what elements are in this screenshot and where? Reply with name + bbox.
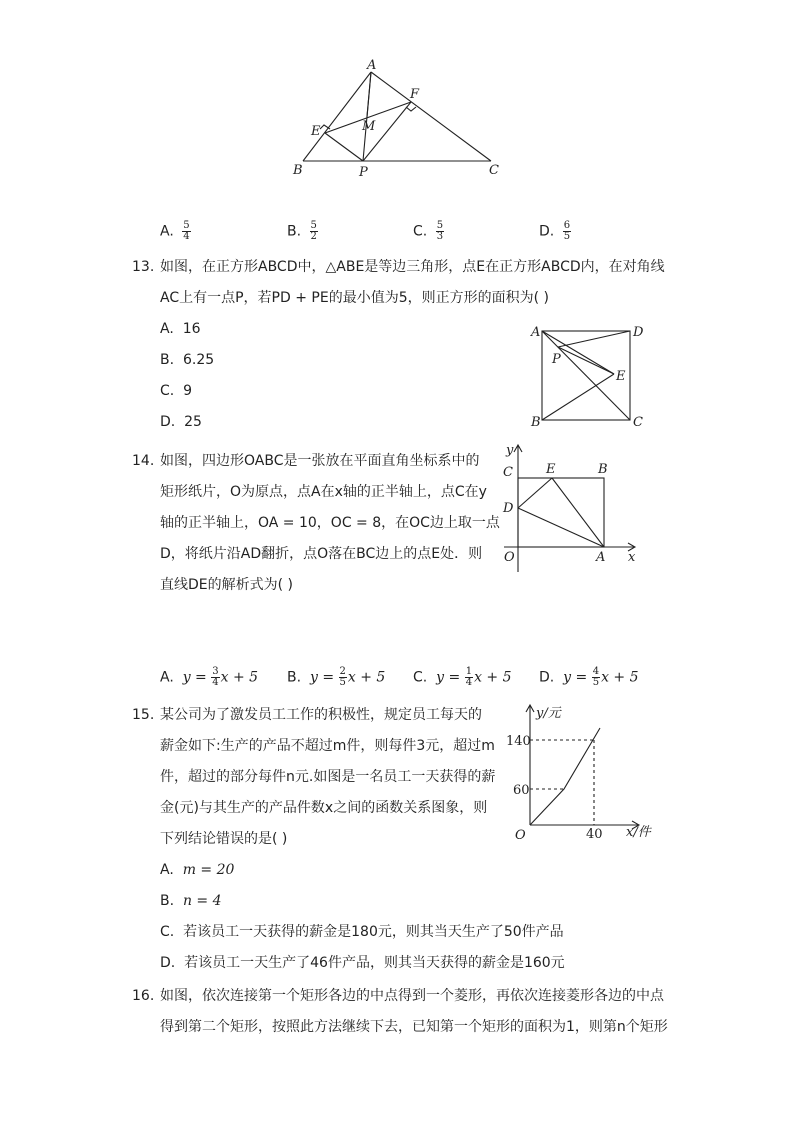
q12-option-a[interactable] — [160, 221, 191, 242]
label-xlabel: x/件 — [626, 825, 651, 840]
q13-line-1: 如图，在正方形ABCD中，△ABE是等边三角形，点E在正方形ABCD内，在对角线 — [160, 259, 665, 275]
q12-option-d[interactable] — [539, 221, 571, 242]
fraction: $\frac{2}{5}$ — [339, 666, 346, 688]
q14-option-d[interactable]: D. y = $\frac{4}{5}$ x + 5 — [539, 666, 639, 688]
q13-option-d[interactable]: D. 25 — [160, 414, 202, 430]
label-E: E — [311, 124, 321, 139]
rect-OABC — [518, 478, 604, 547]
label-M: M — [362, 119, 376, 134]
label-D: D — [503, 501, 514, 516]
q14-option-a[interactable]: A. y = $\frac{3}{4}$ x + 5 — [160, 666, 259, 688]
label-ylabel: y/元 — [536, 706, 561, 721]
q12-option-c[interactable] — [413, 221, 444, 242]
q15-graph — [506, 702, 656, 844]
label-F: F — [410, 87, 420, 102]
q15-option-c[interactable]: C. 若该员工一天获得的薪金是180元，则其当天生产了50件产品 — [160, 924, 564, 940]
q14-line-2: 矩形纸片，O为原点，点A在x轴的正半轴上，点C在y — [160, 484, 487, 500]
q14-line-4: D，将纸片沿AD翻折，点O落在BC边上的点E处．则 — [160, 546, 483, 562]
salary-line — [530, 728, 600, 825]
label-A: A — [367, 58, 377, 73]
q15-number: 15. — [132, 707, 155, 723]
q12-option-b[interactable] — [287, 221, 318, 242]
fraction: $\frac{6}{5}$ — [563, 220, 571, 242]
q16-line-1: 如图，依次连接第一个矩形各边的中点得到一个菱形，再依次连接菱形各边的中点 — [160, 988, 664, 1004]
label-C: C — [489, 163, 499, 178]
label-C: C — [633, 415, 643, 430]
q14-option-c[interactable]: C. y = $\frac{1}{4}$ x + 5 — [413, 666, 512, 688]
option-letter: A. — [160, 223, 174, 240]
seg-DE — [518, 478, 552, 508]
q16-line-2: 得到第二个矩形，按照此方法继续下去，已知第一个矩形的面积为1，则第n个矩形 — [160, 1019, 668, 1035]
q15-option-a[interactable]: A. m = 20 — [160, 862, 235, 878]
fraction: $\frac{5}{3}$ — [436, 220, 444, 242]
label-P: P — [359, 165, 368, 180]
label-y: y — [506, 443, 514, 458]
label-140: 140 — [506, 734, 531, 749]
q15-line-4: 金(元)与其生产的产品件数x之间的函数关系图象，则 — [160, 800, 488, 816]
q13-number: 13. — [132, 259, 155, 275]
seg-BE — [542, 374, 614, 420]
label-origin: O — [515, 828, 526, 843]
label-E: E — [546, 462, 556, 477]
label-C: C — [503, 465, 513, 480]
q14-option-b[interactable]: B. y = $\frac{2}{5}$ x + 5 — [287, 666, 386, 688]
q15-line-3: 件，超过的部分每件n元.如图是一名员工一天获得的薪 — [160, 769, 496, 785]
seg-PD — [558, 331, 630, 347]
seg-DA — [518, 508, 604, 547]
option-letter: B. — [287, 223, 302, 240]
fraction: $\frac{5}{2}$ — [310, 220, 317, 242]
q15-option-d[interactable]: D. 若该员工一天生产了46件产品，则其当天获得的薪金是160元 — [160, 955, 565, 971]
q14-line-5: 直线DE的解析式为( ) — [160, 577, 293, 593]
seg-PE — [325, 133, 363, 161]
label-B: B — [293, 163, 303, 178]
option-letter: C. — [413, 223, 428, 240]
label-B: B — [531, 415, 541, 430]
label-60: 60 — [513, 783, 530, 798]
q14-line-3: 轴的正半轴上，OA = 10，OC = 8，在OC边上取一点 — [160, 515, 500, 531]
seg-AC — [371, 72, 491, 161]
q14-figure — [494, 440, 644, 576]
label-E: E — [616, 369, 626, 384]
q15-line-5: 下列结论错误的是( ) — [160, 831, 288, 847]
seg-EA — [552, 478, 604, 547]
fraction: $\frac{1}{4}$ — [465, 666, 473, 688]
q13-option-a[interactable]: A. 16 — [160, 321, 201, 337]
option-letter: D. — [539, 223, 555, 240]
seg-AB — [303, 72, 371, 161]
q15-line-2: 薪金如下:生产的产品不超过m件，则每件3元，超过m — [160, 738, 495, 754]
label-B: B — [598, 462, 608, 477]
q14-line-1: 如图，四边形OABC是一张放在平面直角坐标系中的 — [160, 453, 480, 469]
q14-number: 14. — [132, 453, 155, 469]
q16-number: 16. — [132, 988, 155, 1004]
seg-PE — [558, 347, 614, 374]
label-A: A — [531, 325, 541, 340]
q12-figure — [285, 55, 510, 185]
label-D: D — [633, 325, 644, 340]
label-40: 40 — [586, 827, 603, 842]
label-O: O — [504, 550, 515, 565]
right-angle-F — [406, 107, 416, 111]
label-A: A — [596, 550, 606, 565]
seg-AM — [367, 72, 371, 117]
q13-figure — [528, 322, 650, 430]
q15-option-b[interactable]: B. n = 4 — [160, 893, 222, 909]
q13-option-b[interactable]: B. 6.25 — [160, 352, 215, 368]
fraction: $\frac{3}{4}$ — [212, 666, 219, 688]
label-x: x — [628, 550, 636, 565]
fraction: $\frac{5}{4}$ — [183, 220, 190, 242]
fraction: $\frac{4}{5}$ — [592, 666, 600, 688]
label-P: P — [552, 352, 561, 367]
q15-line-1: 某公司为了激发员工工作的积极性，规定员工每天的 — [160, 707, 482, 723]
q13-line-2: AC上有一点P，若PD + PE的最小值为5，则正方形的面积为( ) — [160, 290, 549, 306]
q13-option-c[interactable]: C. 9 — [160, 383, 193, 399]
